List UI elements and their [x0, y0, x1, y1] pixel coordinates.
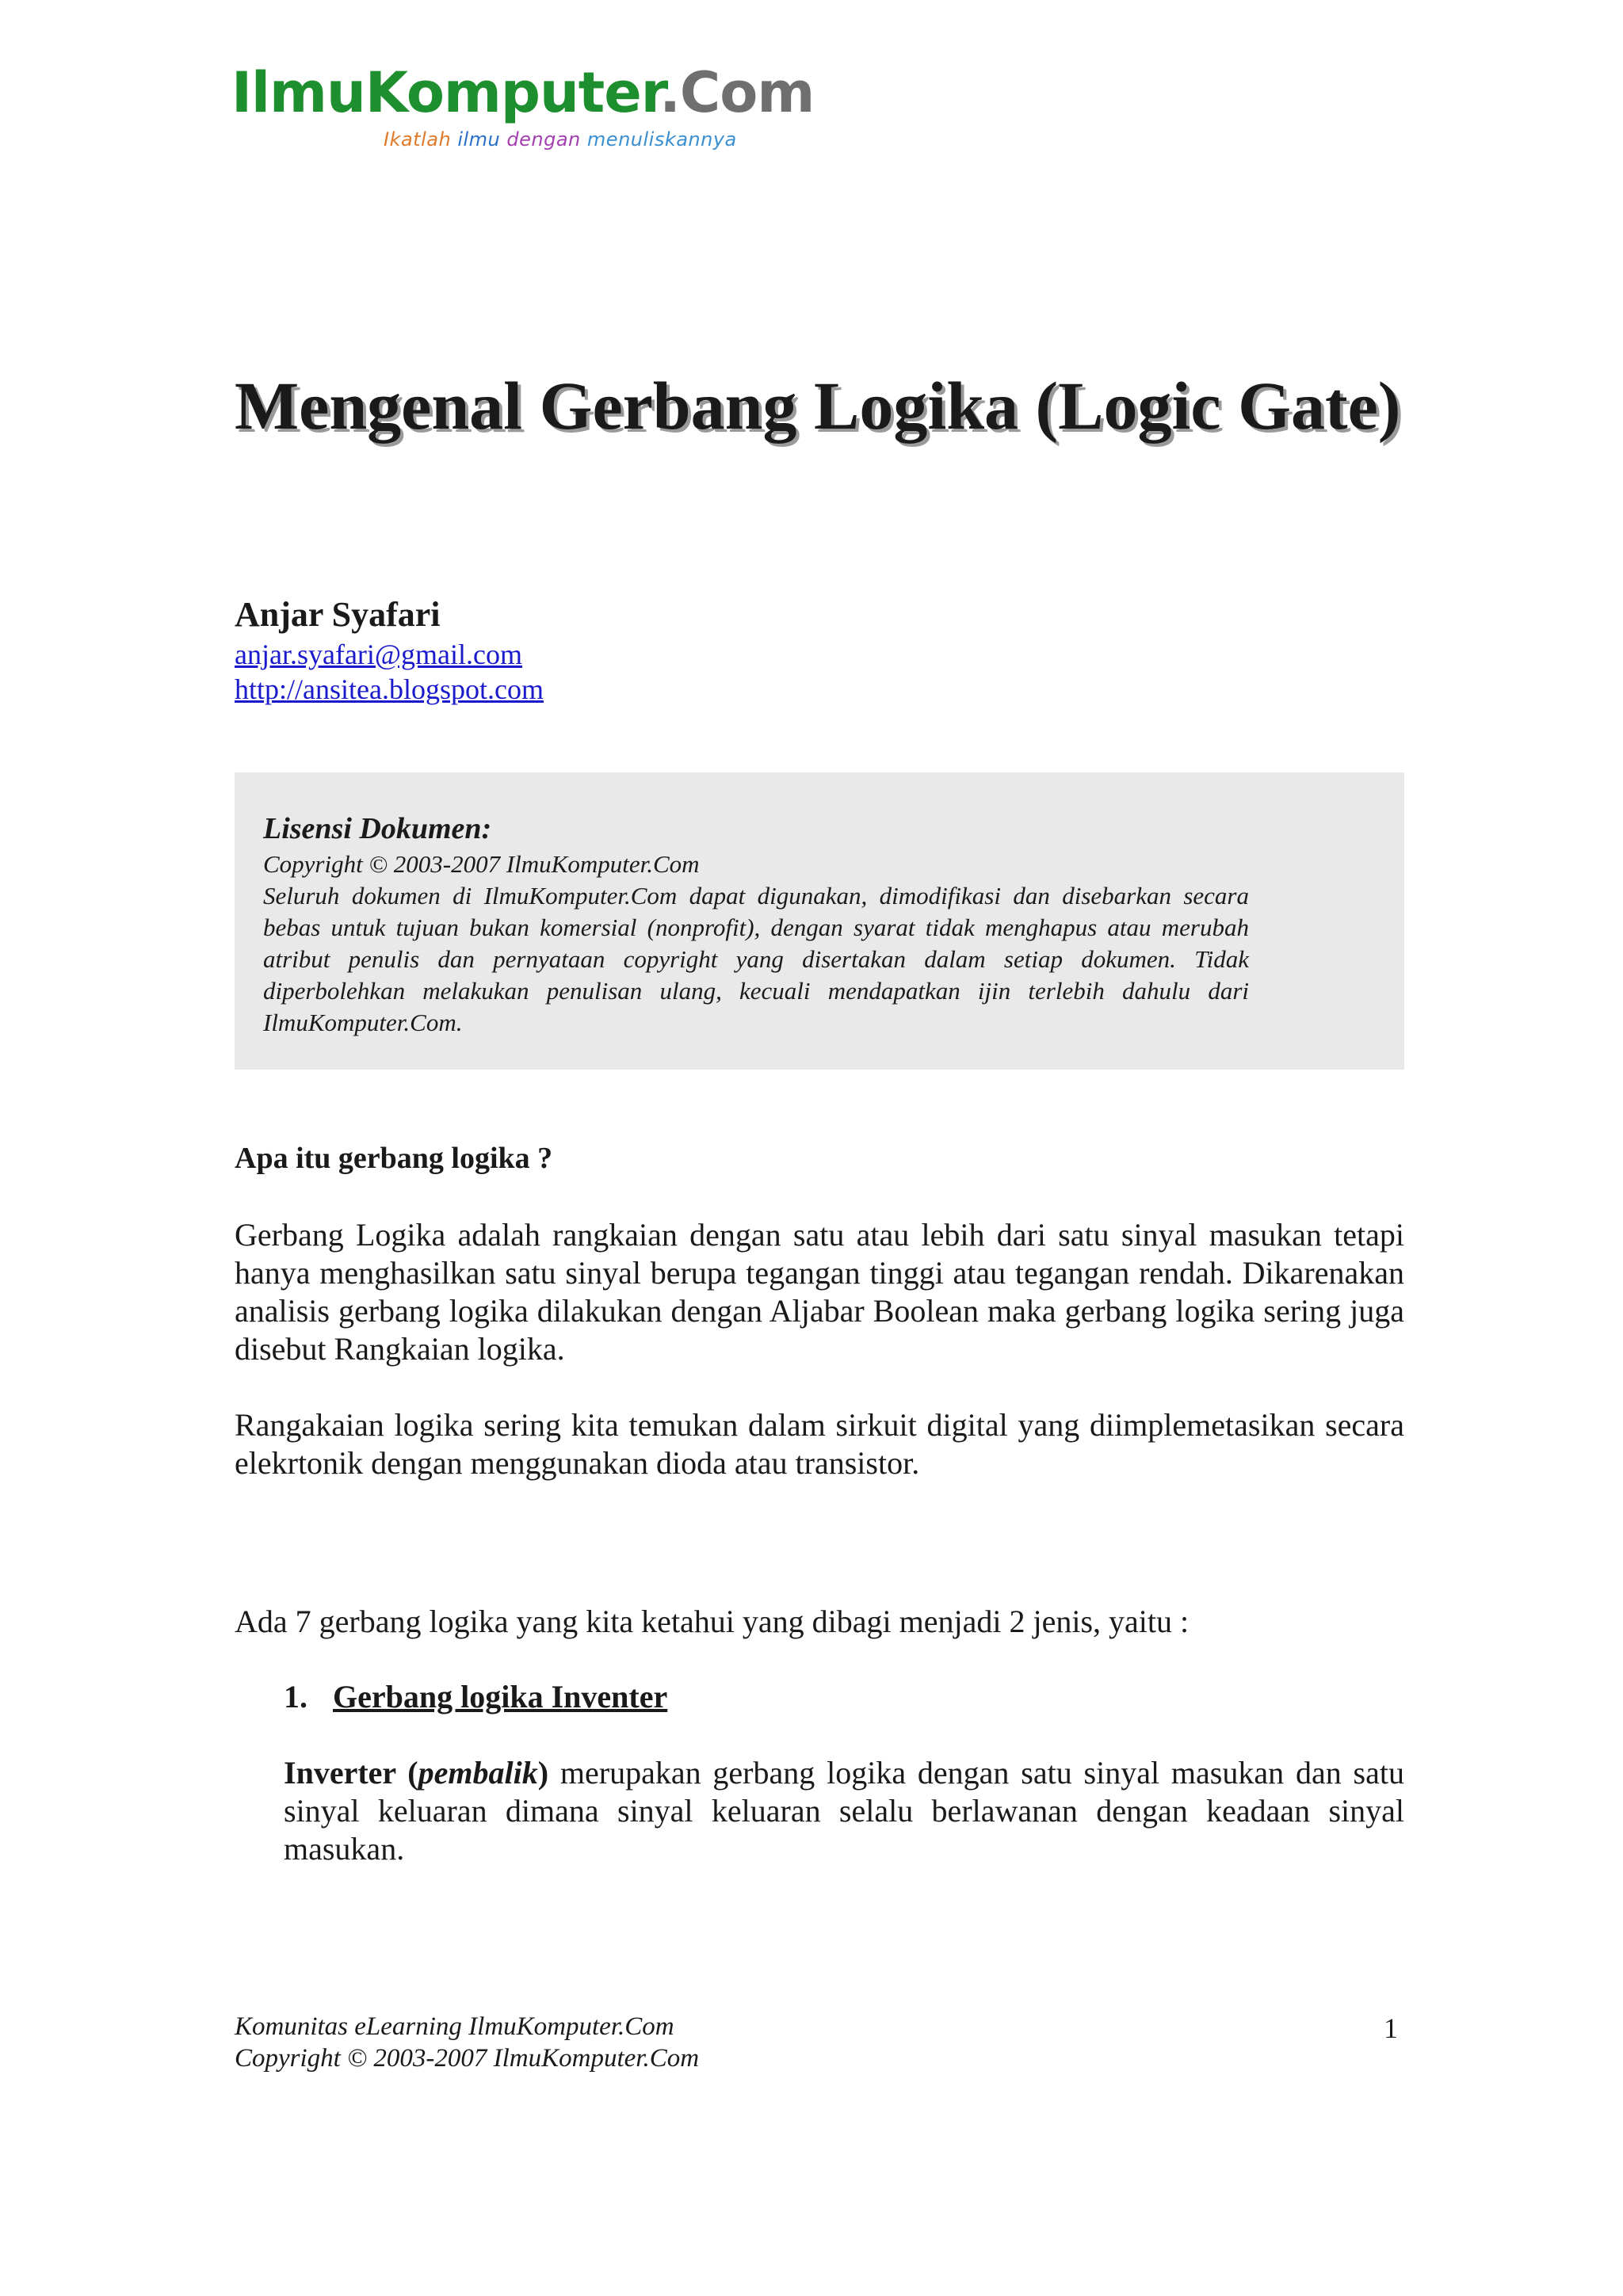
page-footer — [235, 2011, 699, 2074]
license-title: Lisensi Dokumen: — [263, 812, 492, 845]
logo-wordmark — [231, 60, 815, 125]
logo-tagline-word: Ikatlah — [384, 128, 452, 151]
inverter-description-text: merupakan gerbang logika dengan satu sinyal masukan dan satu sinyal keluaran dimana sinyal keluaran selalu berlawanan dengan keadaan sinyal masukan. — [284, 1755, 1404, 1867]
author-website-link[interactable]: http://ansitea.blogspot.com — [235, 673, 544, 705]
paragraph-circuits: Rangakaian logika sering kita temukan dalam sirkuit digital yang diimplemetasikan secara elekrtonik dengan menggunakan dioda atau transistor. — [235, 1407, 1404, 1481]
logo-name-part2: .Com — [659, 60, 815, 125]
inverter-paren-open: ( — [395, 1755, 418, 1791]
footer-copyright: Copyright © 2003-2007 IlmuKomputer.Com — [235, 2044, 700, 2073]
logo-tagline-word: dengan — [506, 128, 581, 151]
page-number: 1 — [1384, 2012, 1398, 2044]
list-item-label: Gerbang logika Inventer — [333, 1679, 668, 1714]
list-item — [284, 1678, 667, 1716]
license-box — [235, 772, 1404, 1070]
document-title: Mengenal Gerbang Logika (Logic Gate) — [235, 368, 1401, 444]
license-copyright: Copyright © 2003-2007 IlmuKomputer.Com — [263, 850, 700, 878]
author-name: Anjar Syafari — [235, 595, 441, 634]
inverter-paren-close: ) — [537, 1755, 549, 1791]
logo-tagline-word: ilmu — [457, 128, 501, 151]
logo-tagline-word: menuliskannya — [586, 128, 737, 151]
author-email-link[interactable]: anjar.syafari@gmail.com — [235, 639, 523, 670]
logo-tagline — [384, 128, 737, 151]
author-block — [235, 593, 544, 707]
list-item-number: 1. — [284, 1679, 307, 1714]
inverter-term: Inverter — [284, 1755, 396, 1791]
paragraph-gate-count: Ada 7 gerbang logika yang kita ketahui yang dibagi menjadi 2 jenis, yaitu : — [235, 1604, 1190, 1639]
inverter-description — [284, 1754, 1404, 1868]
logo-name-part1: IlmuKomputer — [231, 60, 660, 125]
license-body: Seluruh dokumen di IlmuKomputer.Com dapat digunakan, dimodifikasi dan disebarkan secara bebas untuk tujuan bukan komersial (nonprofit), dengan syarat tidak menghapus atau merubah atribut penulis dan pernyataan copyright yang disertakan dalam setiap dokumen. Tidak diperbolehkan melakukan penulisan ulang, kecuali mendapatkan ijin terlebih dahulu dari IlmuKomputer.Com. — [263, 882, 1249, 1036]
section-heading: Apa itu gerbang logika ? — [235, 1142, 553, 1175]
footer-community: Komunitas eLearning IlmuKomputer.Com — [235, 2012, 674, 2041]
site-logo — [231, 60, 815, 160]
paragraph-definition: Gerbang Logika adalah rangkaian dengan satu atau lebih dari satu sinyal masukan tetapi hanya menghasilkan satu sinyal berupa tegangan tinggi atau tegangan rendah. Dikarenakan analisis gerbang logika dilakukan dengan Aljabar Boolean maka gerbang logika sering juga disebut Rangkaian logika. — [235, 1217, 1404, 1367]
inverter-term-italic: pembalik — [418, 1755, 538, 1791]
